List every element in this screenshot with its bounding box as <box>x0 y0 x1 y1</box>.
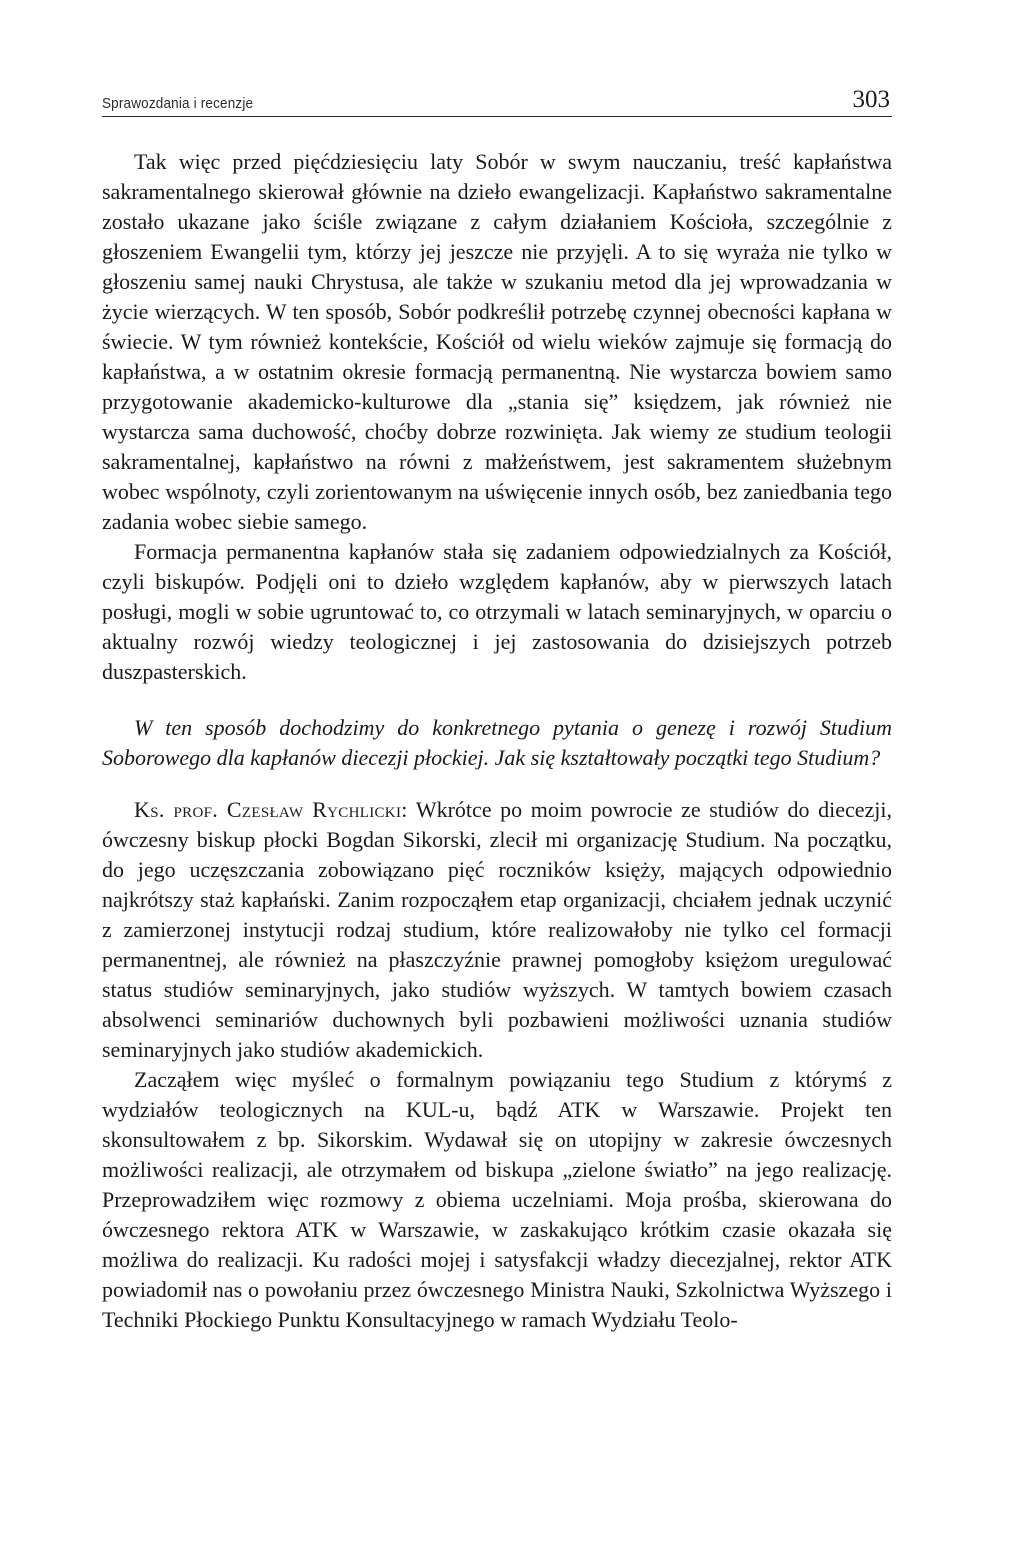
interview-question: W ten sposób dochodzimy do konkretnego pytania o genezę i rozwój Studium Soborowego dla kapłanów diecezji płockiej. Jak się kształtowały początki tego Studium? <box>102 715 892 770</box>
paragraph: Formacja permanentna kapłanów stała się zadaniem odpowiedzialnych za Kościół, czyli biskupów. Podjęli oni to dzieło względem kapłanów, aby w pierwszych latach posługi, mogli w sobie ugruntować to, co otrzymali w latach seminaryjnych, w oparciu o aktualny rozwój wiedzy teologicznej i jej zastosowania do dzisiejszych potrzeb duszpasterskich. <box>102 539 892 684</box>
section-title: Sprawozdania i recenzje <box>102 95 254 112</box>
paragraph: Tak więc przed pięćdziesięciu laty Sobór w swym nauczaniu, treść kapłaństwa sakramentalnego skierował głównie na dzieło ewangelizacji. Kapłaństwo sakramentalne zostało ukazane jako ściśle związane z całym działaniem Kościoła, szczególnie z głoszeniem Ewangelii tym, którzy jej jeszcze nie przyjęli. A to się wyraża nie tylko w głoszeniu samej nauki Chrystusa, ale także w szukaniu metod dla jej wprowadzania w życie wierzących. W ten sposób, Sobór podkreślił potrzebę czynnej obecności kapłana w świecie. W tym również kontekście, Kościół od wielu wieków zajmuje się formacją do kapłaństwa, a w ostatnim okresie formacją permanentną. Nie wystarcza bowiem samo przygotowanie akademicko-kulturowe dla „stania się” księdzem, jak również nie wystarcza sama duchowość, choćby dobrze rozwinięta. Jak wiemy ze studium teologii sakramentalnej, kapłaństwo na równi z małżeństwem, jest sakramentem służebnym wobec wspólnoty, czyli zorientowanym na uświęcenie innych osób, bez zaniedbania tego zadania wobec siebie samego. <box>102 149 892 534</box>
speaker-name: Ks. prof. Czesław Rychlicki: <box>134 797 408 822</box>
running-header <box>102 80 892 117</box>
book-page <box>102 80 892 1335</box>
paragraph: Zacząłem więc myśleć o formalnym powiązaniu tego Studium z którymś z wydziałów teologicznych na KUL-u, bądź ATK w Warszawie. Projekt ten skonsultowałem z bp. Sikorskim. Wydawał się on utopijny w zakresie ówczesnych możliwości realizacji, ale otrzymałem od biskupa „zielone światło” na jego realizację. Przeprowadziłem więc rozmowy z obiema uczelniami. Moja prośba, skierowana do ówczesnego rektora ATK w Warszawie, w zaskakująco krótkim czasie okazała się możliwa do realizacji. Ku radości mojej i satysfakcji władzy diecezjalnej, rektor ATK powiadomił nas o powołaniu przez ówczesnego Ministra Nauki, Szkolnictwa Wyższego i Techniki Płockiego Punktu Konsultacyjnego w ramach Wydziału Teolo- <box>102 1067 892 1332</box>
page-number: 303 <box>852 86 890 113</box>
body-text <box>102 147 892 1335</box>
answer-text: Wkrótce po moim powrocie ze studiów do diecezji, ówczesny biskup płocki Bogdan Sikorski, zlecił mi organizację Studium. Na początku, do jego uczęszczania zobowiązano pięć roczników księży, mających odpowiednio najkrótszy staż kapłański. Zanim rozpocząłem etap organizacji, chciałem jednak uczynić z zamierzonej instytucji rodzaj studium, które realizowałoby nie tylko cel formacji permanentnej, ale również na płaszczyźnie prawnej pomogłoby księżom uregulować status studiów seminaryjnych, jako studiów wyższych. W tamtych bowiem czasach absolwenci seminariów duchownych byli pozbawieni możliwości uznania studiów seminaryjnych jako studiów akademickich. <box>102 797 892 1062</box>
interview-answer <box>102 795 892 1065</box>
